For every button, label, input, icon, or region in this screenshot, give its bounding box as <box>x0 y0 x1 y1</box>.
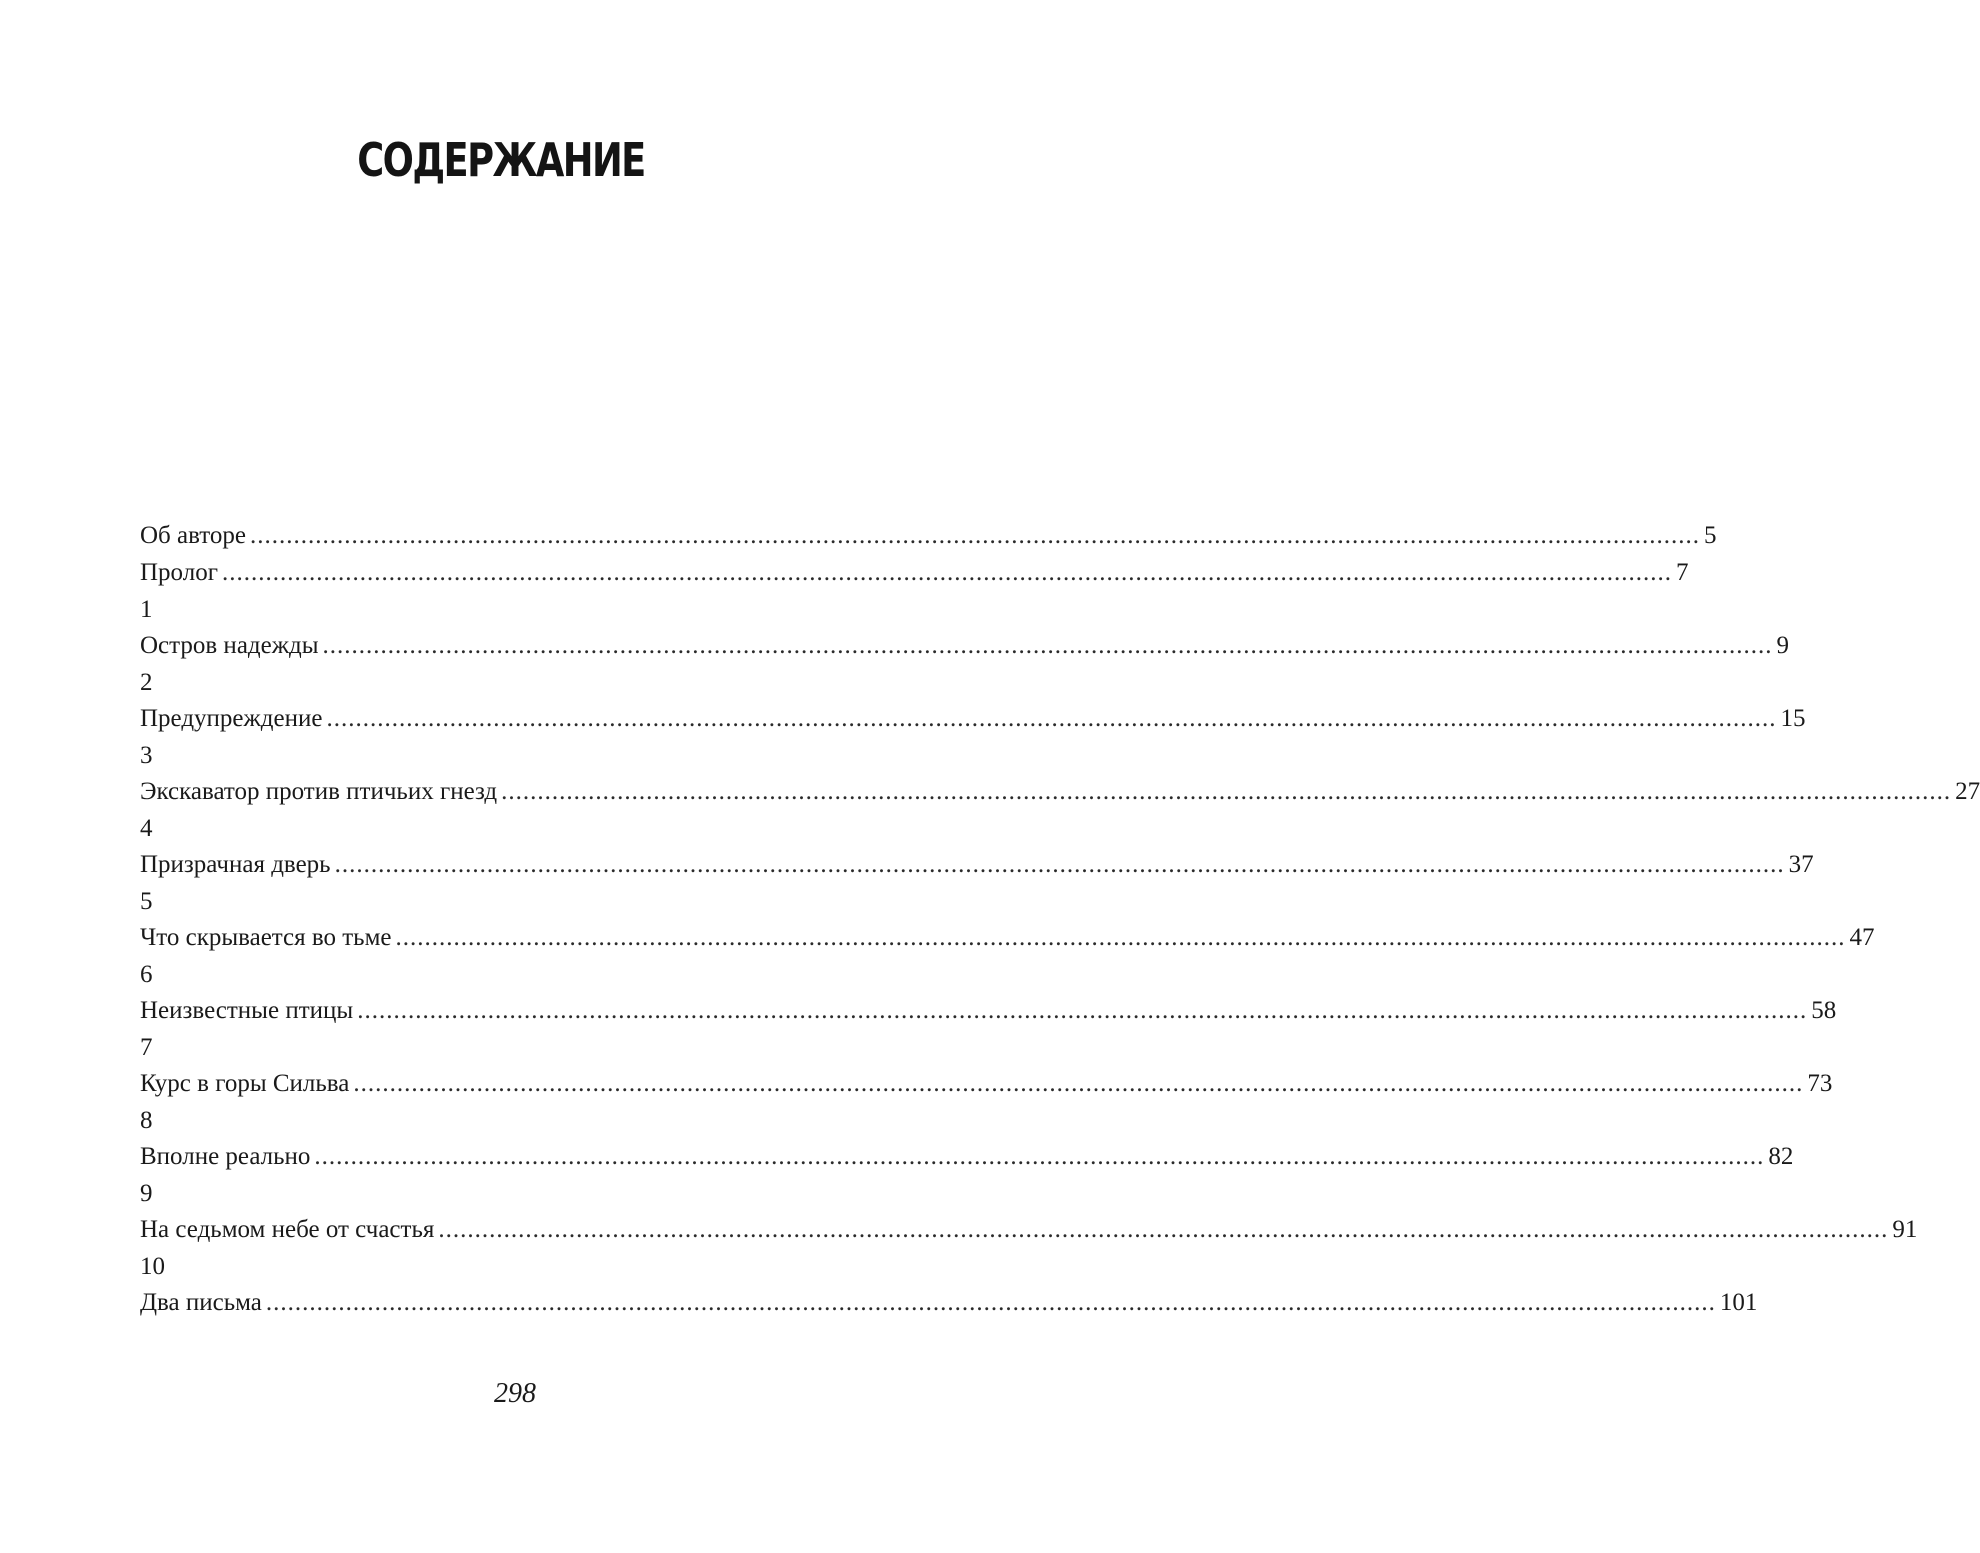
toc-entry-title: Об авторе <box>140 522 246 549</box>
toc-entry-chapter-10[interactable] <box>140 1284 1758 1321</box>
chapter-number: 6 <box>140 961 153 988</box>
toc-entry-chapter-3[interactable] <box>140 773 1980 810</box>
chapter-number: 4 <box>140 815 153 842</box>
toc-entry-chapter-7[interactable] <box>140 1065 1833 1102</box>
toc-entry-page: 101 <box>1719 1289 1758 1316</box>
chapter-number: 10 <box>140 1253 165 1280</box>
toc-entry-title: Предупреждение <box>140 705 323 732</box>
toc-entry-title: Вполне реально <box>140 1143 311 1170</box>
toc-entry-chapter-8[interactable] <box>140 1138 1794 1175</box>
toc-entry-page: 9 <box>1776 632 1790 659</box>
dot-leader: ........................................................................................................................................................................................................ <box>265 1289 1716 1316</box>
toc-entry-title: Остров надежды <box>140 632 319 659</box>
chapter-number: 7 <box>140 1034 153 1061</box>
dot-leader: ........................................................................................................................................................................................................ <box>221 559 1672 586</box>
toc-entry-title: Два письма <box>140 1289 262 1316</box>
toc-entry-page: 73 <box>1807 1070 1833 1097</box>
toc-entry-title: На седьмом небе от счастья <box>140 1216 435 1243</box>
dot-leader: ........................................................................................................................................................................................................ <box>395 924 1846 951</box>
toc-entry-chapter-9[interactable] <box>140 1211 1918 1248</box>
chapter-number: 2 <box>140 669 153 696</box>
chapter-number: 8 <box>140 1107 153 1134</box>
toc-entry-page: 58 <box>1811 997 1837 1024</box>
toc-entry-title: Что скрывается во тьме <box>140 924 392 951</box>
toc-entry-title: Призрачная дверь <box>140 851 331 878</box>
toc-entry-page: 5 <box>1704 522 1717 549</box>
chapter-number: 9 <box>140 1180 153 1207</box>
toc-entry-page: 37 <box>1788 851 1814 878</box>
toc-entry-page: 82 <box>1768 1143 1794 1170</box>
dot-leader: ........................................................................................................................................................................................................ <box>501 778 1952 805</box>
toc-entry-chapter-5[interactable] <box>140 919 1875 956</box>
page-title: СОДЕРЖАНИЕ <box>357 133 645 187</box>
toc-entry-page: 91 <box>1892 1216 1918 1243</box>
toc-entry-chapter-1[interactable] <box>140 627 1790 664</box>
dot-leader: ........................................................................................................................................................................................................ <box>322 632 1773 659</box>
toc-entry-prologue[interactable] <box>140 554 1689 591</box>
dot-leader: ........................................................................................................................................................................................................ <box>357 997 1808 1024</box>
toc-entry-title: Экскаватор против птичьих гнезд <box>140 778 498 805</box>
page-number: 298 <box>494 1378 536 1409</box>
toc-entry-about-author[interactable] <box>140 517 1717 554</box>
dot-leader: ........................................................................................................................................................................................................ <box>438 1216 1889 1243</box>
toc-entry-page: 7 <box>1675 559 1689 586</box>
dot-leader: ........................................................................................................................................................................................................ <box>353 1070 1804 1097</box>
dot-leader: ........................................................................................................................................................................................................ <box>314 1143 1765 1170</box>
chapter-number: 3 <box>140 742 153 769</box>
table-of-contents <box>140 517 1980 1321</box>
dot-leader: ........................................................................................................................................................................................................ <box>334 851 1785 878</box>
chapter-number: 5 <box>140 888 153 915</box>
toc-entry-chapter-6[interactable] <box>140 992 1837 1029</box>
toc-entry-page: 27 <box>1955 778 1980 805</box>
toc-entry-title: Неизвестные птицы <box>140 997 354 1024</box>
toc-entry-page: 15 <box>1780 705 1806 732</box>
dot-leader: ........................................................................................................................................................................................................ <box>326 705 1777 732</box>
chapter-number: 1 <box>140 596 153 623</box>
toc-entry-title: Курс в горы Сильва <box>140 1070 350 1097</box>
toc-entry-chapter-4[interactable] <box>140 846 1814 883</box>
toc-entry-title: Пролог <box>140 559 218 586</box>
toc-entry-chapter-2[interactable] <box>140 700 1806 737</box>
toc-entry-page: 47 <box>1849 924 1875 951</box>
dot-leader: ........................................................................................................................................................................................................ <box>250 522 1700 549</box>
